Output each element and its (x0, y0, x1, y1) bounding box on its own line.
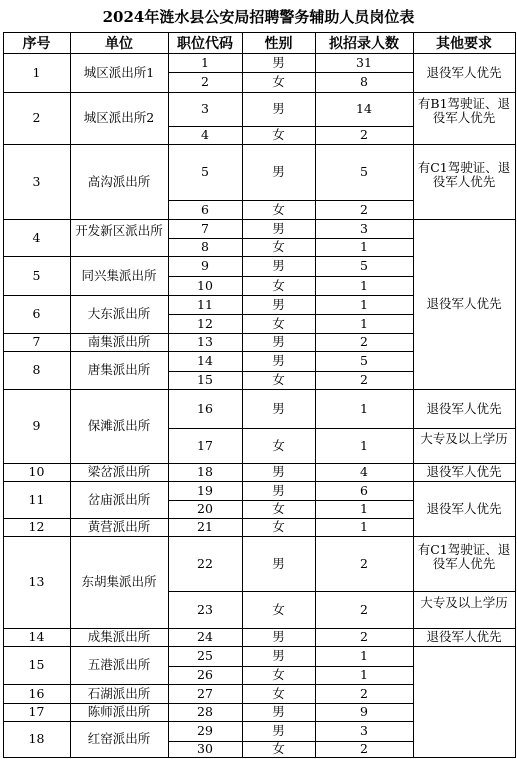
count-cell: 2 (360, 685, 368, 701)
gender-cell: 男 (272, 704, 285, 719)
row-line (168, 276, 413, 277)
row-line (168, 219, 413, 220)
gender-cell: 女 (272, 315, 285, 331)
unit-name: 保滩派出所 (87, 418, 151, 433)
column-line-5 (413, 32, 414, 758)
position-code: 11 (197, 296, 213, 312)
requirement-cell: 大专及以上学历 (420, 430, 508, 446)
gender-cell: 男 (272, 400, 285, 416)
row-line (168, 428, 413, 429)
unit-seq: 1 (32, 64, 41, 80)
column-line-6 (515, 32, 516, 758)
gender-cell: 男 (272, 629, 285, 644)
row-line (168, 200, 413, 201)
table-border-top (3, 32, 516, 33)
gender-cell: 男 (272, 258, 285, 273)
position-code: 27 (197, 685, 213, 701)
position-code: 25 (197, 648, 213, 663)
count-cell: 2 (360, 372, 368, 387)
row-line (168, 72, 413, 73)
gender-cell: 女 (272, 239, 285, 254)
position-code: 21 (197, 519, 213, 534)
count-cell: 1 (360, 501, 368, 516)
unit-name: 南集派出所 (87, 334, 151, 349)
position-code: 13 (197, 334, 213, 349)
unit-seq: 10 (28, 464, 45, 479)
row-line (168, 481, 413, 482)
unit-line (3, 684, 168, 685)
header-divider (3, 53, 516, 54)
requirement-line (413, 428, 515, 429)
unit-line (3, 92, 168, 93)
position-code: 28 (197, 704, 213, 719)
unit-line (3, 144, 168, 145)
unit-seq: 18 (28, 731, 45, 746)
position-code: 3 (201, 101, 209, 116)
requirement-cell: 退役军人优先 (426, 500, 502, 516)
row-line (168, 389, 413, 390)
unit-name: 五港派出所 (87, 657, 151, 672)
unit-line (3, 721, 168, 722)
unit-name: 黄营派出所 (87, 519, 151, 534)
count-cell: 1 (360, 667, 368, 682)
column-line-1 (70, 32, 71, 758)
position-code: 29 (197, 723, 213, 738)
requirement-cell: 有C1驾驶证、退役军人优先 (417, 159, 511, 189)
row-line (168, 314, 413, 315)
count-cell: 5 (360, 258, 368, 273)
requirement-line (413, 591, 515, 592)
unit-name: 红窑派出所 (87, 731, 151, 746)
row-line (168, 256, 413, 257)
requirement-cell: 有C1驾驶证、退役军人优先 (417, 541, 511, 571)
unit-name: 梁岔派出所 (87, 464, 151, 479)
count-cell: 31 (356, 54, 372, 70)
requirement-cell: 退役军人优先 (426, 629, 502, 644)
row-line (168, 536, 413, 537)
unit-name: 东胡集派出所 (81, 574, 157, 589)
unit-line (3, 351, 168, 352)
unit-seq: 11 (28, 491, 45, 507)
count-cell: 2 (360, 629, 368, 644)
unit-seq: 14 (28, 629, 45, 644)
count-cell: 1 (360, 296, 368, 312)
count-cell: 1 (360, 239, 368, 254)
gender-cell: 男 (272, 648, 285, 663)
unit-seq: 13 (28, 574, 45, 589)
position-code: 7 (201, 220, 209, 236)
header-code: 职位代码 (177, 36, 233, 52)
unit-name: 岔庙派出所 (87, 491, 151, 507)
requirement-cell: 大专及以上学历 (420, 594, 508, 610)
position-code: 6 (201, 201, 209, 217)
unit-seq: 17 (28, 704, 45, 719)
unit-seq: 2 (32, 110, 41, 125)
gender-cell: 女 (272, 667, 285, 682)
requirement-cell: 有B1驾驶证、退役军人优先 (417, 96, 511, 125)
position-code: 15 (197, 372, 213, 387)
unit-name: 大东派出所 (87, 306, 151, 321)
position-code: 26 (197, 667, 213, 682)
unit-seq: 8 (32, 362, 41, 377)
unit-seq: 3 (32, 173, 41, 189)
unit-seq: 5 (32, 267, 41, 283)
row-line (168, 144, 413, 145)
gender-cell: 女 (272, 601, 285, 617)
count-cell: 1 (360, 400, 368, 416)
gender-cell: 男 (272, 164, 285, 179)
unit-line (3, 389, 168, 390)
gender-cell: 女 (272, 127, 285, 142)
count-cell: 1 (360, 519, 368, 534)
unit-seq: 16 (28, 685, 45, 701)
unit-name: 陈师派出所 (87, 704, 151, 719)
header-count: 拟招录人数 (329, 36, 399, 52)
unit-seq: 6 (32, 306, 41, 321)
table-border-bottom (3, 757, 516, 758)
count-cell: 6 (360, 482, 368, 498)
count-cell: 3 (360, 723, 368, 738)
count-cell: 2 (360, 555, 368, 571)
position-code: 17 (197, 437, 213, 453)
row-line (168, 92, 413, 93)
unit-seq: 15 (28, 657, 45, 672)
count-cell: 2 (360, 334, 368, 349)
unit-line (3, 256, 168, 257)
row-line (168, 351, 413, 352)
row-line (168, 684, 413, 685)
unit-line (3, 481, 168, 482)
unit-name: 高沟派出所 (87, 173, 151, 189)
table-title: 2024年涟水县公安局招聘警务辅助人员岗位表 (102, 8, 415, 26)
row-line (168, 721, 413, 722)
count-cell: 1 (360, 315, 368, 331)
gender-cell: 男 (272, 54, 285, 70)
count-cell: 14 (356, 101, 372, 116)
row-line (168, 646, 413, 647)
requirement-line (413, 219, 515, 220)
position-code: 12 (197, 315, 213, 331)
gender-cell: 女 (272, 685, 285, 701)
position-code: 22 (197, 555, 213, 571)
header-gender: 性别 (264, 36, 293, 52)
count-cell: 3 (360, 220, 368, 236)
unit-name: 石湖派出所 (87, 685, 151, 701)
unit-line (3, 646, 168, 647)
gender-cell: 女 (272, 519, 285, 534)
position-code: 9 (201, 258, 209, 273)
gender-cell: 男 (272, 334, 285, 349)
position-code: 8 (201, 239, 209, 254)
gender-cell: 男 (272, 353, 285, 368)
unit-name: 同兴集派出所 (81, 267, 157, 283)
row-line (168, 295, 413, 296)
unit-name: 成集派出所 (87, 629, 151, 644)
position-code: 20 (197, 501, 213, 516)
position-code: 24 (197, 629, 213, 644)
count-cell: 2 (360, 201, 368, 217)
header-unit: 单位 (105, 36, 133, 52)
unit-line (3, 219, 168, 220)
position-code: 4 (201, 127, 209, 142)
count-cell: 9 (360, 704, 368, 719)
requirement-line (413, 92, 515, 93)
count-cell: 1 (360, 277, 368, 293)
count-cell: 1 (360, 437, 368, 453)
row-line (168, 591, 413, 592)
position-code: 30 (197, 741, 213, 756)
gender-cell: 女 (272, 501, 285, 516)
count-cell: 5 (360, 353, 368, 368)
gender-cell: 男 (272, 464, 285, 479)
gender-cell: 男 (272, 220, 285, 236)
gender-cell: 男 (272, 723, 285, 738)
unit-seq: 12 (28, 519, 45, 534)
gender-cell: 女 (272, 372, 285, 387)
gender-cell: 男 (272, 101, 285, 116)
gender-cell: 女 (272, 437, 285, 453)
count-cell: 2 (360, 127, 368, 142)
gender-cell: 女 (272, 201, 285, 217)
gender-cell: 男 (272, 555, 285, 571)
header-seq: 序号 (22, 36, 51, 52)
count-cell: 8 (360, 74, 368, 89)
position-code: 5 (201, 164, 209, 179)
requirement-cell: 退役军人优先 (426, 296, 502, 311)
requirement-line (413, 481, 515, 482)
requirement-cell: 退役军人优先 (426, 64, 502, 80)
unit-seq: 4 (32, 229, 41, 245)
unit-name: 唐集派出所 (87, 362, 151, 377)
gender-cell: 男 (272, 296, 285, 312)
requirement-line (413, 144, 515, 145)
unit-name: 开发新区派出所 (75, 222, 163, 238)
requirement-line (413, 536, 515, 537)
unit-line (3, 295, 168, 296)
position-code: 23 (197, 601, 213, 617)
column-line-0 (3, 32, 4, 758)
unit-seq: 7 (32, 334, 41, 349)
unit-name: 城区派出所1 (83, 64, 155, 80)
count-cell: 2 (360, 741, 368, 756)
gender-cell: 女 (272, 277, 285, 293)
position-code: 18 (197, 464, 213, 479)
gender-cell: 女 (272, 74, 285, 89)
header-other: 其他要求 (436, 36, 492, 52)
position-code: 10 (197, 277, 213, 293)
position-code: 19 (197, 482, 213, 498)
position-code: 1 (201, 54, 209, 70)
count-cell: 2 (360, 601, 368, 617)
unit-name: 城区派出所2 (83, 110, 155, 125)
requirement-cell: 退役军人优先 (426, 400, 502, 416)
unit-line (3, 536, 168, 537)
gender-cell: 男 (272, 482, 285, 498)
unit-seq: 9 (32, 418, 41, 433)
requirement-cell: 退役军人优先 (426, 464, 502, 479)
position-code: 16 (197, 400, 213, 416)
requirement-line (413, 646, 515, 647)
count-cell: 5 (360, 164, 368, 179)
count-cell: 1 (360, 648, 368, 663)
gender-cell: 女 (272, 741, 285, 756)
requirement-line (413, 389, 515, 390)
count-cell: 4 (360, 464, 368, 479)
position-code: 2 (201, 74, 209, 89)
position-code: 14 (197, 353, 213, 368)
